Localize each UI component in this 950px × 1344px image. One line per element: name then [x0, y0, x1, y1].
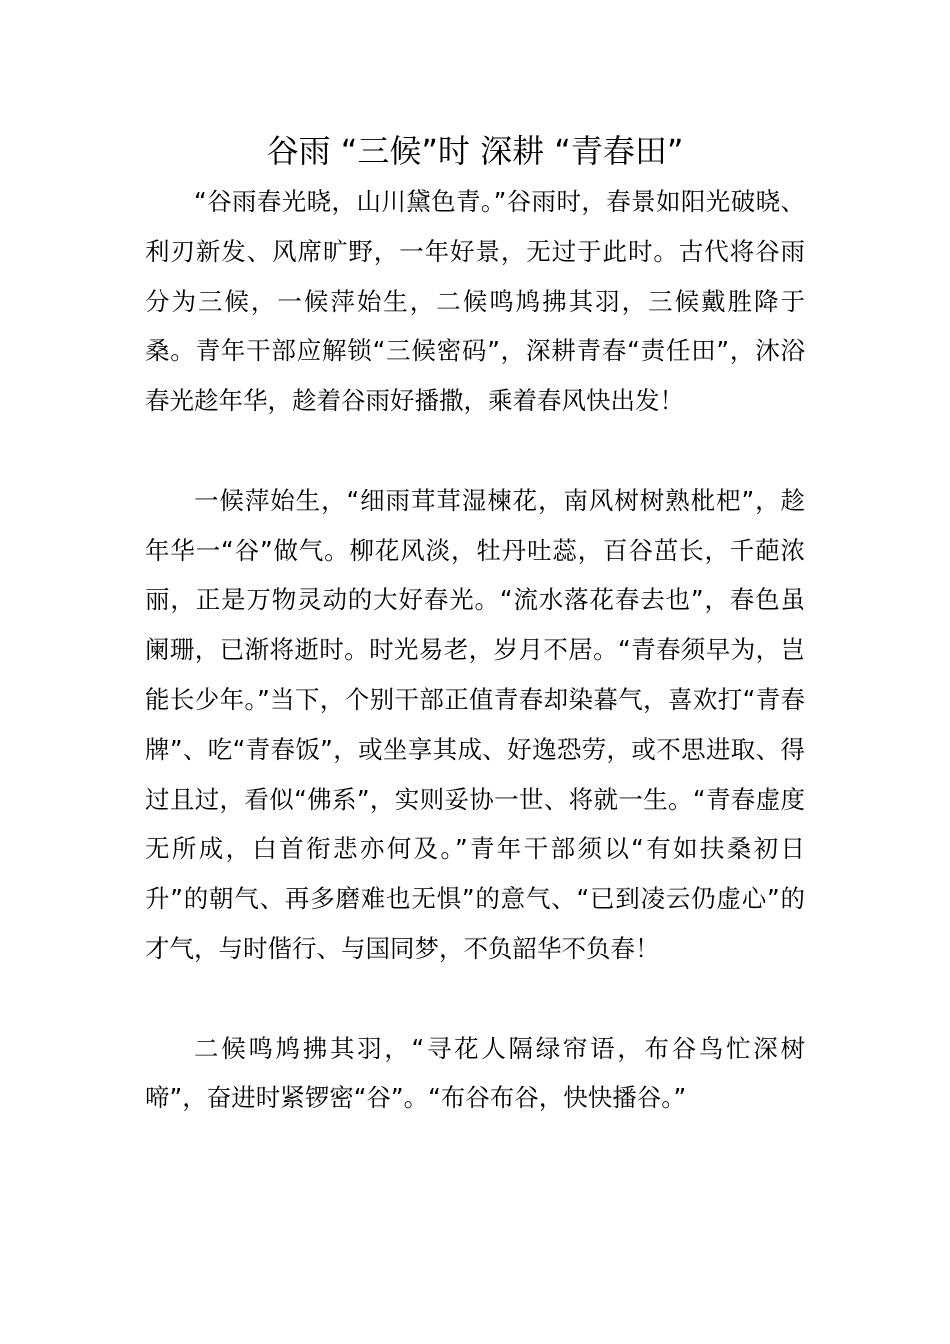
document-body [145, 177, 805, 1123]
paragraph-second-hou: 二候鸣鸠拂其羽，“寻花人隔绿帘语，布谷鸟忙深树啼”，奋进时紧锣密“谷”。“布谷布谷，快快播谷。” [145, 1033, 805, 1113]
paragraph-intro: “谷雨春光晓，山川黛色青。”谷雨时，春景如阳光破晓、利刃新发、风席旷野，一年好景，无过于此时。古代将谷雨分为三候，一候萍始生，二候鸣鸠拂其羽，三候戴胜降于桑。青年干部应解锁“三候密码”，深耕青春“责任田”，沐浴春光趁年华，趁着谷雨好播撒，乘着春风快出发！ [145, 187, 805, 416]
document-title: 谷雨 “三候”时 深耕 “青春田” [266, 132, 684, 170]
paragraph-first-hou: 一候萍始生，“细雨茸茸湿楝花，南风树树熟枇杷”，趁年华一“谷”做气。柳花风淡，牡丹吐蕊，百谷茁长，千葩浓丽，正是万物灵动的大好春光。“流水落花春去也”，春色虽阑珊，已渐将逝时。时光易老，岁月不居。“青春须早为，岂能长少年。”当下，个别干部正值青春却染暮气，喜欢打“青春牌”、吃“青春饭”，或坐享其成、好逸恐劳，或不思进取、得过且过，看似“佛系”，实则妥协一世、将就一生。“青春虚度无所成，白首衔悲亦何及。”青年干部须以“有如扶桑初日升”的朝气、再多磨难也无惧”的意气、“已到凌云仍虚心”的才气，与时偕行、与国同梦，不负韶华不负春！ [145, 485, 805, 963]
